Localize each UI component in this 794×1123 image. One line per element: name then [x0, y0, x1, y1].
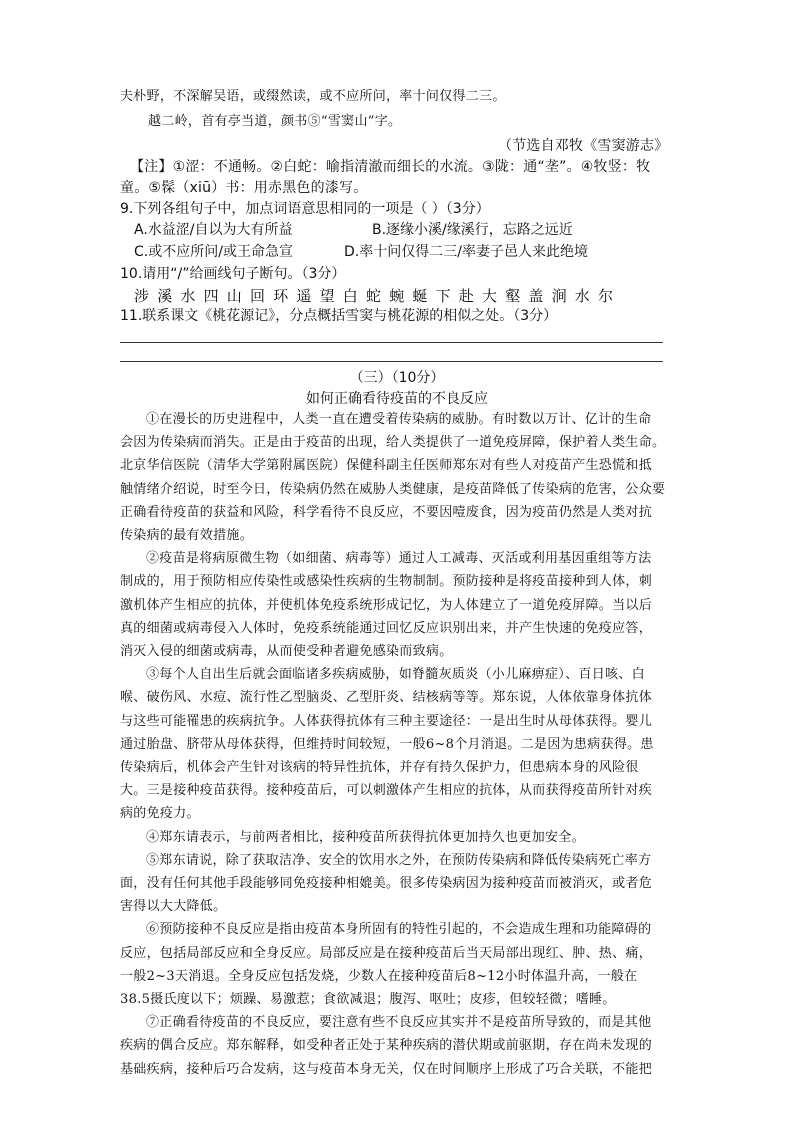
article-line: 面，没有任何其他手段能够同免疫接种相媲美。很多传染病因为接种疫苗而被消灭，或者危 [120, 876, 653, 891]
article-line: ①在漫长的历史进程中，人类一直在遭受着传染病的威胁。有时数以万计、亿计的生命 [146, 412, 652, 427]
article-line: 反应，包括局部反应和全身反应。局部反应是在接种疫苗后当天局部出现红、肿、热、痛， [120, 946, 653, 961]
section-header: （三）（10分） [349, 370, 445, 386]
question-11: 11.联系课文《桃花源记》，分点概括雪窦与桃花源的相似之处。（3分） [120, 308, 558, 324]
article-line: 通过胎盘、脐带从母体获得，但维持时间较短，一般6~8个月消退。二是因为患病获得。患 [120, 737, 654, 752]
passage-line: 越二岭，首有亭当道，颜书⑤“雪窦山”字。 [148, 114, 402, 129]
article-line: 病的免疫力。 [120, 806, 200, 821]
answer-line [120, 342, 663, 343]
article-line: 疾病的偶合反应。郑东解释，如受种者正处于某种疾病的潜伏期或前驱期，存在尚未发现的 [120, 1038, 653, 1053]
question-10-sentence: 涉溪水四山回环遥望白蛇蜿蜒下赴大壑盖涧水尔 [134, 287, 622, 305]
note-line: 【注】①涩：不通畅。②白蛇：喻指清澈而细长的水流。③陇：通“垄”。④牧竖：牧 [130, 159, 651, 175]
article-line: ②疫苗是将病原微生物（如细菌、病毒等）通过人工减毒、灭活或利用基因重组等方法 [146, 551, 652, 566]
article-title: 如何正确看待疫苗的不良反应 [306, 391, 488, 407]
article-line: 喉、破伤风、水痘、流行性乙型脑炎、乙型肝炎、结核病等等。郑东说，人体依靠身体抗体 [120, 690, 653, 705]
article-line: 传染病后，机体会产生针对该病的特异性抗体，并存有持久保护力，但患病本身的风险很 [120, 760, 639, 775]
article-line: 与这些可能罹患的疾病抗争。人体获得抗体有三种主要途径：一是出生时从母体获得。婴儿 [120, 714, 653, 729]
article-line: ④郑东请表示，与前两者相比，接种疫苗所获得抗体更加持久也更加安全。 [146, 830, 585, 845]
article-line: 传染病的最有效措施。 [120, 528, 254, 543]
option-b: B.逐缘小溪/缘溪行，忘路之远近 [372, 222, 573, 238]
article-line: 北京华信医院（清华大学第附属医院）保健科副主任医师郑东对有些人对疫苗产生恐慌和抵 [120, 458, 653, 473]
passage-source: （节选自邓牧《雪窦游志》 [498, 138, 669, 154]
article-line: ⑤郑东请说，除了获取洁净、安全的饮用水之外，在预防传染病和降低传染病死亡率方 [146, 853, 652, 868]
answer-line [120, 361, 663, 362]
passage-line: 夫朴野，不深解吴语，或缀然读，或不应所问，率十问仅得二三。 [120, 89, 506, 104]
article-line: 制成的，用于预防相应传染性或感染性疾病的生物制制。预防接种是将疫苗接种到人体，刺 [120, 574, 653, 589]
option-a: A.水益涩/自以为大有所益 [134, 222, 293, 238]
article-line: 会因为传染病而消失。正是由于疫苗的出现，给人类提供了一道免疫屏障，保护着人类生命。 [120, 435, 666, 450]
article-line: 激机体产生相应的抗体，并使机体免疫系统形成记忆，为人体建立了一道免疫屏障。当以后 [120, 598, 653, 613]
article-line: ⑦正确看待疫苗的不良反应，要注意有些不良反应其实并不是疫苗所导致的，而是其他 [146, 1015, 652, 1030]
question-9: 9.下列各组句子中，加点词语意思相同的一项是（ ）（3分） [120, 201, 490, 217]
article-line: 38.5摄氏度以下；烦躁、易激惹；食欲减退；腹泻、呕吐；皮疹，但较轻微；嗜睡。 [120, 992, 616, 1007]
article-line: 正确看待疫苗的获益和风险，科学看待不良反应，不要因噎废食，因为疫苗仍然是人类对抗 [120, 505, 653, 520]
article-line: ⑥预防接种不良反应是指由疫苗本身所固有的特性引起的，不会造成生理和功能障碍的 [146, 922, 652, 937]
option-d: D.率十问仅得二三/率妻子邑人来此绝境 [344, 244, 588, 260]
article-line: 基础疾病，接种后巧合发病，这与疫苗本身无关，仅在时间顺序上形成了巧合关联，不能把 [120, 1062, 653, 1077]
article-line: 大。三是接种疫苗获得。接种疫苗后，可以刺激体产生相应的抗体，从而获得疫苗所针对疾 [120, 783, 653, 798]
option-c: C.或不应所问/或王命急宣 [134, 244, 293, 260]
article-line: 一般2~3天消退。全身反应包括发烧，少数人在接种疫苗后8~12小时体温升高，一般在 [120, 969, 638, 984]
article-line: 触情绪介绍说，时至今日，传染病仍然在威胁人类健康，是疫苗降低了传染病的危害，公众要 [120, 482, 666, 497]
article-line: ③每个人自出生后就会面临诸多疾病威胁，如脊髓灰质炎（小儿麻痹症）、百日咳、白 [146, 667, 645, 682]
article-line: 害得以大大降低。 [120, 899, 227, 914]
note-line: 童。⑤髹（xiū）书：用赤黑色的漆写。 [120, 180, 368, 196]
article-line: 消灭入侵的细菌或病毒，从而使受种者避免感染而致病。 [120, 644, 453, 659]
article-line: 真的细菌或病毒侵入人体时，免疫系统能通过回忆反应识别出来，并产生快速的免疫应答， [120, 621, 653, 636]
question-10: 10.请用“/”给画线句子断句。（3分） [120, 266, 346, 282]
